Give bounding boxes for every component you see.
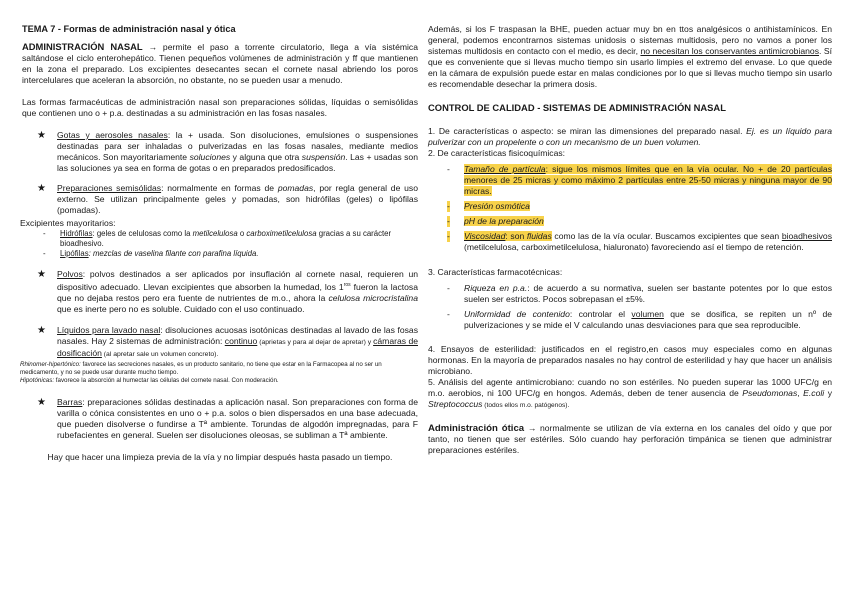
- list-item: [447, 201, 832, 212]
- viscosidad-fluidas: fluidas: [526, 231, 552, 241]
- viscosidad-text-2: (metilcelulosa, carboximetilcelulosa, hialuronato) favoreciendo así el tiempo de retención.: [464, 242, 804, 252]
- semi-text-2: , por regla general de uso externo. Se utilizan principalmente geles y pomadas, son hidrófilas (geles) o lipófilas (pomadas).: [57, 183, 418, 215]
- gotas-text-2: y alguna que otra: [230, 152, 302, 162]
- rhinomer-note: [20, 361, 418, 377]
- hipotonicas-text: favorece la absorción al humectar las células del cornete nasal. Con moderación.: [54, 376, 279, 384]
- item5-comma: ,: [797, 388, 804, 398]
- item1-text: 1. De características o aspecto: se miran las dimensiones del preparado nasal.: [428, 126, 747, 136]
- barras-title: Barras: [57, 396, 83, 407]
- star-icon: ★: [37, 183, 46, 194]
- nasal-heading: ADMINISTRACIÓN NASAL: [22, 41, 143, 52]
- riqueza-text: : de acuerdo a su normativa, suelen ser bastante potentes por lo que estos suelen ser estrictos. Pocos sobrepasan el ±5%.: [464, 283, 832, 304]
- hidrofilas-carboxi: carboximetilcelulosa: [246, 229, 317, 238]
- tamano-text: : sigue los mismos límites que en la vía ocular. No + de 20 partículas menores de 25 micras y como máximo 2 partículas entre 25-50 micras y ninguna mayor de 90 micras.: [464, 164, 832, 196]
- viscosidad-colon: : son: [505, 231, 527, 241]
- excipientes-list: [22, 229, 418, 259]
- uniformidad-label: Uniformidad de contenido: [464, 309, 570, 319]
- nasal-intro-paragraph: [22, 41, 418, 86]
- right-column: [428, 0, 832, 456]
- list-item: [447, 309, 832, 331]
- bullet-gotas: [22, 130, 418, 174]
- ph-label: pH de la preparación: [464, 216, 544, 226]
- semi-text: : normalmente en formas de: [161, 183, 278, 193]
- item5-pseudomonas: Pseudomonas: [742, 388, 798, 398]
- dash-icon: -: [447, 201, 450, 211]
- gotas-text: : la + usada. Son disoluciones, emulsiones o suspensiones destinadas para ser inhaladas o pulverizadas en las fosas nasales, mediante medios mecánicos. Son mayoritariamente: [57, 130, 418, 162]
- bullet-barras: [22, 397, 418, 441]
- control-item-3: 3. Características farmacotécnicas:: [428, 267, 563, 277]
- rhinomer-text: favorece las secreciones nasales, es un producto sanitario, no tiene que estar en la Farmacopea al no ser un medicamento, y no se puede usar durante mucho tiempo.: [20, 360, 382, 376]
- viscosidad-label: Viscosidad: [464, 231, 506, 241]
- star-icon: ★: [37, 130, 46, 141]
- control-item-4: 4. Ensayos de esterilidad: justificados en el registro,en casos muy especiales como en algunas hormonas. En la mayoría de preparados nasales no hay control de esterilidad y hay que hacer un análisis microbiano.: [428, 344, 832, 376]
- hidrofilas-text-2: o: [237, 229, 247, 238]
- top-text: Además, si los F traspasan la BHE, pueden actuar muy bn en ttos analgésicos o antihistamínicos. En general, podemos encontrarnos sistemas unidosis o sistemas multidosis, pero no vamos a poner los sistemas multidosis en contacto con el medio, es decir,: [428, 24, 832, 56]
- list-item: [447, 216, 832, 227]
- otica-heading: Administración ótica: [428, 423, 525, 434]
- item5-text: 5. Análisis del agente antimicrobiano: cuando no son estériles. No pueden superar las 1000 UFC/g en m.o. aerobios, ni 100 UFC/g en hongos. Además, deben de tener ausencia de: [428, 377, 832, 398]
- gotas-soluciones: soluciones: [189, 152, 231, 162]
- top-underline: no necesitan los conservantes antimicrobianos: [640, 46, 819, 56]
- hipotonicas-label: Hipotónicas:: [20, 376, 55, 384]
- dash-icon: -: [43, 249, 46, 258]
- gotas-suspension: suspensión: [301, 152, 346, 162]
- control-item-2: 2. De características fisicoquímicas:: [428, 148, 566, 158]
- semisolidas-title: Preparaciones semisólidas: [57, 183, 162, 193]
- presion-label: Presión osmótica: [464, 201, 530, 211]
- uniformidad-volumen: volumen: [631, 309, 664, 319]
- list-item: [43, 229, 418, 249]
- list-item: [447, 231, 832, 253]
- top-text-2: . Sí que es conveniente que si llevas mucho tiempo sin usarlo limpies el extremo del envase. Lo que quede en la cámara de expulsión puede estar en malas condiciones por lo que si llevas mucho tiempo sin usarlo es recomendable desechar la primera dosis.: [428, 46, 832, 89]
- item5-ecoli: E.coli: [803, 388, 825, 398]
- liquidos-text: : disoluciones acuosas isotónicas destinadas al lavado de las fosas nasales. Hay 2 sistemas de administración:: [57, 324, 418, 346]
- formas-intro-paragraph: Las formas farmacéuticas de administración nasal son preparaciones sólidas, líquidas o semisólidas que contienen uno o + p.a. destinadas a su administración en las fosas nasales.: [22, 97, 418, 118]
- hidrofilas-text: : geles de celulosas como la: [92, 229, 193, 238]
- star-icon: ★: [37, 324, 46, 336]
- hidrofilas-label: Hidrófilas: [60, 229, 93, 238]
- dash-icon: -: [447, 216, 450, 226]
- control-item-5: [428, 377, 832, 411]
- dash-icon: -: [447, 283, 450, 293]
- farmacotecnicas-list: [428, 283, 832, 331]
- lipofilas-label: Lipófilas: [60, 249, 89, 258]
- dash-icon: -: [447, 309, 450, 319]
- polvos-text: : polvos destinados a ser aplicados por insuflación al cornete nasal, requieren un dispositivo adecuado. Llevan excipientes que absorben la humedad, los 1: [57, 269, 418, 292]
- uniformidad-text: : controlar el: [569, 309, 632, 319]
- lipofilas-text: : mezclas de vaselina filante con parafina líquida.: [88, 249, 259, 258]
- liquidos-title: Líquidos para lavado nasal: [57, 324, 161, 335]
- bullet-semisolidas: [22, 183, 418, 216]
- barras-text: : preparaciones sólidas destinadas a aplicación nasal. Son preparaciones con forma de varilla o cónica consistentes en uno o + p.a. solos o bien dispersados en una base adecuada, que pueden disolverse o fundirse a Tª ambiente. Torundas de algodón impregnadas, para F rubefacientes en general. Suelen ser disoluciones oleosas, se subliman a Tª ambiente.: [57, 396, 418, 440]
- item1-italic: Ej. es un líquido para pulverizar con un propelente o con un mecanismo de un buen volumen.: [428, 126, 832, 147]
- dash-icon: -: [43, 229, 46, 238]
- liquidos-text-2: (aprietas y para al dejar de apretar) y: [257, 338, 374, 346]
- semi-pomadas: pomadas: [277, 183, 314, 193]
- gotas-title: Gotas y aerosoles nasales: [57, 130, 168, 140]
- item5-y: y: [824, 388, 833, 398]
- right-top-paragraph: [428, 24, 832, 90]
- tamano-label: Tamaño de partícula: [464, 164, 546, 174]
- dash-icon: -: [447, 231, 450, 241]
- star-icon: ★: [37, 269, 46, 280]
- item5-streptococcus: Streptococcus: [428, 399, 483, 409]
- fisicoquimicas-list: [428, 164, 832, 253]
- final-note: Hay que hacer una limpieza previa de la vía y no limpiar después hasta pasado un tiempo.: [47, 451, 393, 462]
- control-title: CONTROL DE CALIDAD - SISTEMAS DE ADMINISTRACIÓN NASAL: [428, 102, 726, 113]
- bullet-polvos: [22, 269, 418, 315]
- page-title: TEMA 7 - Formas de administración nasal y ótica: [22, 24, 236, 34]
- control-item-1: [428, 126, 832, 148]
- arrow-icon: →: [142, 42, 163, 52]
- polvos-text-3: que es inerte pero no es soluble. Cuidado con el uso continuado.: [57, 303, 305, 314]
- item5-note: (todos ellos m.o. patógenos).: [482, 402, 570, 409]
- liquidos-text-3: (al apretar sale un volumen concreto).: [101, 350, 219, 358]
- hidrofilas-metil: metilcelulosa: [192, 229, 238, 238]
- rhinomer-label: Rhinomer-hipertónico:: [20, 360, 81, 368]
- bullet-liquidos: [22, 325, 418, 360]
- viscosidad-text: como las de la vía ocular. Buscamos excipientes que sean: [551, 231, 782, 241]
- uniformidad-text-2: que se dosifica, se repiten un nº de pulverizaciones y se mide el V calculando unas desviaciones para que sea reproducible.: [464, 309, 832, 330]
- otica-paragraph: [428, 423, 832, 456]
- polvos-text-2: fueron la lactosa que no dejaba restos pero era fuente de nutrientes de m.o., ahora la: [57, 281, 419, 303]
- riqueza-label: Riqueza en p.a.: [464, 283, 528, 293]
- arrow-icon: →: [524, 423, 540, 433]
- hipotonicas-note: [20, 377, 418, 385]
- nasal-intro-text: permite el paso a torrente circulatorio, llega a vía sistémica saltándose el ciclo enterohepático. Tienen pequeños volúmenes de administración y ff que mantienen en la zona el preparado. Los excipientes desecantes secan el cornete nasal abriendo los poros intercelulares que aceleran la absorción, no obstante, no se pueden usar a menudo.: [22, 42, 418, 85]
- polvos-celulosa: celulosa microcristalina: [328, 292, 418, 303]
- liquidos-continuo: continuo: [224, 335, 258, 346]
- left-column: [22, 0, 418, 463]
- excipientes-title: Excipientes mayoritarios:: [20, 218, 116, 228]
- list-item: [447, 164, 832, 197]
- hidrofilas-text-3: gracias a su carácter bioadhesivo.: [60, 229, 392, 248]
- dash-icon: -: [447, 164, 450, 174]
- polvos-title: Polvos: [57, 269, 83, 279]
- viscosidad-bio: bioadhesivos: [781, 231, 832, 241]
- otica-text: normalmente se utilizan de vía externa en los canales del oído y que por tanto, no tienen que ser estériles. Sólo cuando hay perforación timpánica se tienen que administrar preparaciones estériles.: [428, 423, 833, 455]
- polvos-sup: ros: [343, 282, 351, 288]
- list-item: [447, 283, 832, 305]
- list-item: [43, 249, 418, 259]
- liquidos-camaras: cámaras de dosificación: [57, 335, 418, 358]
- star-icon: ★: [37, 396, 46, 408]
- gotas-text-3: . Las + usadas son las soluciones ya sea en forma de gotas o en preparados predosificados.: [57, 152, 418, 173]
